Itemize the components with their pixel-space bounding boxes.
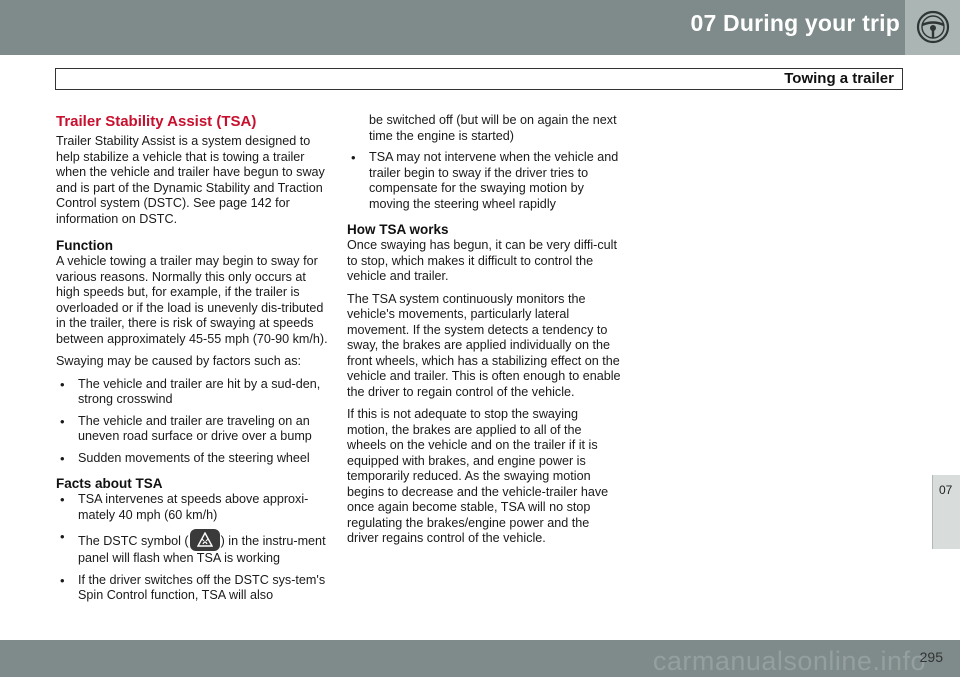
steering-wheel-icon	[915, 8, 951, 46]
section-header	[55, 68, 903, 90]
causes-intro: Swaying may be caused by factors such as:	[56, 354, 302, 368]
list-item: • TSA may not intervene when the vehicle and trailer begin to sway if the driver tries to compensate for the swaying motion by moving the steering wheel rapidly	[347, 150, 621, 212]
left-column	[56, 113, 330, 610]
list-item: • The vehicle and trailer are hit by a sud-den, strong crosswind	[56, 377, 330, 408]
tsa-heading: Trailer Stability Assist (TSA)	[56, 113, 257, 130]
facts-list	[56, 492, 330, 604]
tsa-intro: Trailer Stability Assist is a system designed to help stabilize a vehicle that is towing a trailer when the vehicle and trailer have begun to sway and is part of the Dynamic Stability and Traction Control system (DSTC). See page 142 for information on DSTC.	[56, 134, 325, 226]
chapter-icon-box	[905, 0, 960, 55]
causes-list	[56, 377, 330, 467]
page-number: 295	[919, 649, 943, 665]
how-paragraph-2: The TSA system continuously monitors the vehicle's movements, particularly lateral movement. If the system detects a tendency to sway, the brakes are applied individually on the front wheels, which has a stabilizing effect on the vehicle and trailer. This is often enough to enable the driver to regain control of the vehicle.	[347, 291, 621, 399]
how-tsa-works-heading: How TSA works	[347, 222, 449, 237]
list-item	[56, 529, 330, 567]
function-heading: Function	[56, 238, 113, 253]
facts-list-continued	[347, 113, 621, 212]
function-text: A vehicle towing a trailer may begin to sway for various reasons. Normally this only occurs at high speeds but, for example, if the trailer is overloaded or if the load is unevenly dis-tributed in the trailer, there is risk of swaying at speeds between approximately 45-55 mph (70-90 km/h).	[56, 254, 328, 346]
list-item-continuation: be switched off (but will be on again the next time the engine is started)	[369, 113, 617, 143]
facts-heading: Facts about TSA	[56, 476, 163, 491]
dstc-warning-icon	[190, 529, 220, 551]
how-paragraph-3: If this is not adequate to stop the swaying motion, the brakes are applied to all of the wheels on the vehicle and on the trailer if it is equipped with brakes, and engine power is temporarily reduced. As the swaying motion begins to decrease and the vehicle-trailer have once again become stable, TSA will no stop regulating the brakes/engine power and the driver regains control of the vehicle.	[347, 407, 609, 545]
right-column	[347, 113, 621, 554]
watermark: carmanualsonline.info	[652, 646, 926, 676]
how-paragraph-1: Once swaying has begun, it can be very diffi-cult to stop, which makes it difficult to control the vehicle and trailer.	[347, 238, 617, 283]
list-item: • If the driver switches off the DSTC sys-tem's Spin Control function, TSA will also	[56, 573, 330, 604]
list-item: • TSA intervenes at speeds above approxi-mately 40 mph (60 km/h)	[56, 492, 330, 523]
chapter-header-bar	[0, 0, 960, 55]
chapter-side-tab	[932, 475, 960, 549]
list-item: • Sudden movements of the steering wheel	[56, 451, 330, 467]
fact-text-after-icon: ) in the instru-ment panel will flash when TSA is working	[78, 534, 326, 565]
section-title: Towing a trailer	[784, 70, 894, 87]
side-tab-label: 07	[939, 483, 953, 497]
chapter-title: 07 During your trip	[690, 10, 900, 36]
list-item: • The vehicle and trailer are traveling on an uneven road surface or drive over a bump	[56, 414, 330, 445]
footer-bar	[0, 640, 960, 677]
fact-text-before-icon: The DSTC symbol (	[78, 534, 189, 548]
